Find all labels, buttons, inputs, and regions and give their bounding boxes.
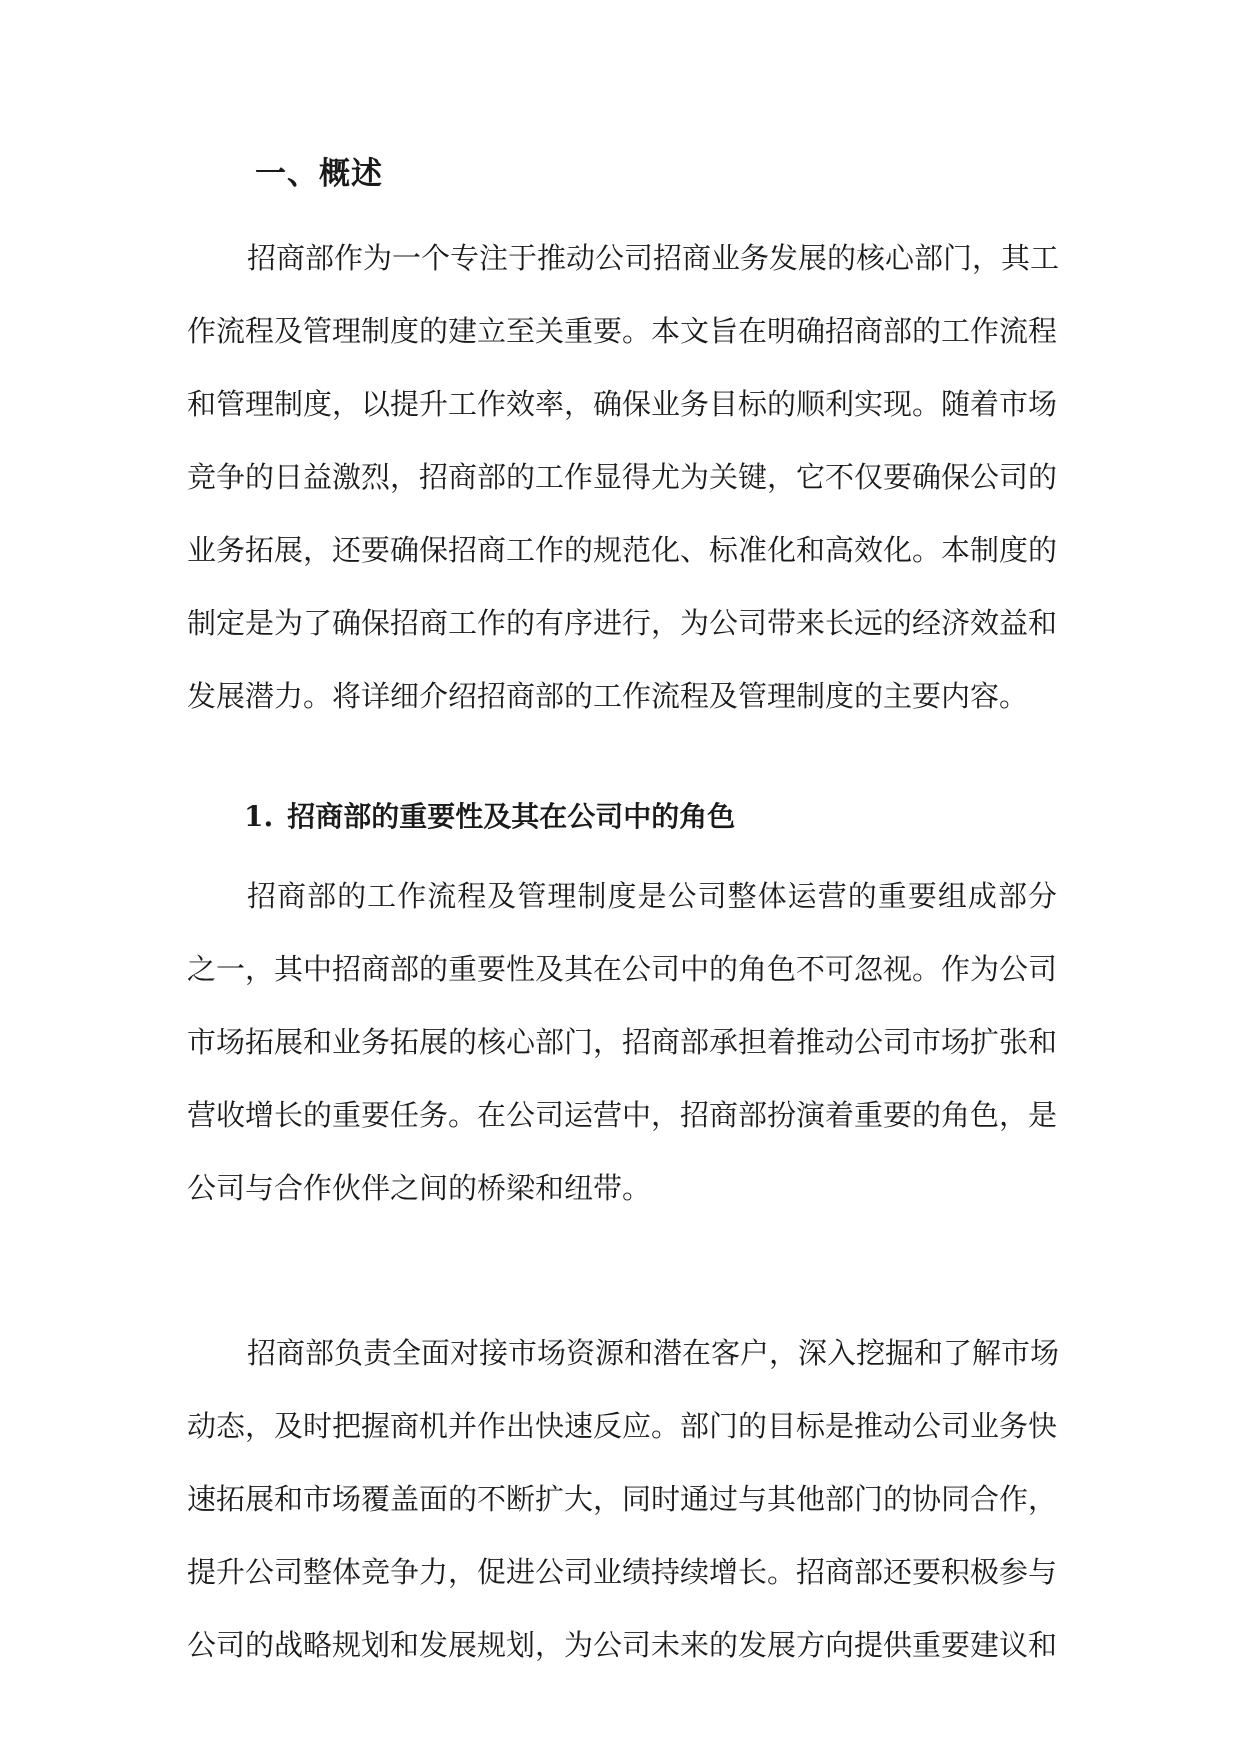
paragraph-line: 提升公司整体竞争力，促进公司业绩持续增长。招商部还要积极参与 <box>187 1555 1058 1589</box>
paragraph-line: 营收增长的重要任务。在公司运营中，招商部扮演着重要的角色，是 <box>187 1098 1058 1132</box>
subsection-number: 1. <box>244 800 274 833</box>
subsection-title: 招商部的重要性及其在公司中的角色 <box>287 800 736 833</box>
section-heading: 一、概述 <box>255 156 383 192</box>
paragraph-line: 公司的战略规划和发展规划，为公司未来的发展方向提供重要建议和 <box>187 1628 1058 1662</box>
paragraph-line: 公司与合作伙伴之间的桥梁和纽带。 <box>187 1171 652 1205</box>
paragraph-line: 市场拓展和业务拓展的核心部门，招商部承担着推动公司市场扩张和 <box>187 1025 1058 1059</box>
paragraph-line: 招商部负责全面对接市场资源和潜在客户，深入挖掘和了解市场 <box>247 1336 1060 1370</box>
paragraph-importance <box>187 860 1057 1225</box>
paragraph-responsibilities <box>187 1317 1060 1682</box>
paragraph-line: 和管理制度，以提升工作效率，确保业务目标的顺利实现。随着市场 <box>187 387 1058 421</box>
paragraph-line: 发展潜力。将详细介绍招商部的工作流程及管理制度的主要内容。 <box>187 679 1029 713</box>
paragraph-line: 之一，其中招商部的重要性及其在公司中的角色不可忽视。作为公司 <box>187 952 1058 986</box>
subsection-heading <box>244 797 735 837</box>
paragraph-line: 业务拓展，还要确保招商工作的规范化、标准化和高效化。本制度的 <box>187 533 1058 567</box>
paragraph-overview <box>187 222 1060 733</box>
paragraph-line: 招商部的工作流程及管理制度是公司整体运营的重要组成部分 <box>247 879 1057 913</box>
paragraph-line: 招商部作为一个专注于推动公司招商业务发展的核心部门，其工 <box>247 241 1060 275</box>
paragraph-line: 竞争的日益激烈，招商部的工作显得尤为关键，它不仅要确保公司的 <box>187 460 1058 494</box>
paragraph-line: 制定是为了确保招商工作的有序进行，为公司带来长远的经济效益和 <box>187 606 1058 640</box>
paragraph-line: 速拓展和市场覆盖面的不断扩大，同时通过与其他部门的协同合作， <box>187 1482 1058 1516</box>
paragraph-line: 动态，及时把握商机并作出快速反应。部门的目标是推动公司业务快 <box>187 1409 1058 1443</box>
paragraph-line: 作流程及管理制度的建立至关重要。本文旨在明确招商部的工作流程 <box>187 314 1058 348</box>
